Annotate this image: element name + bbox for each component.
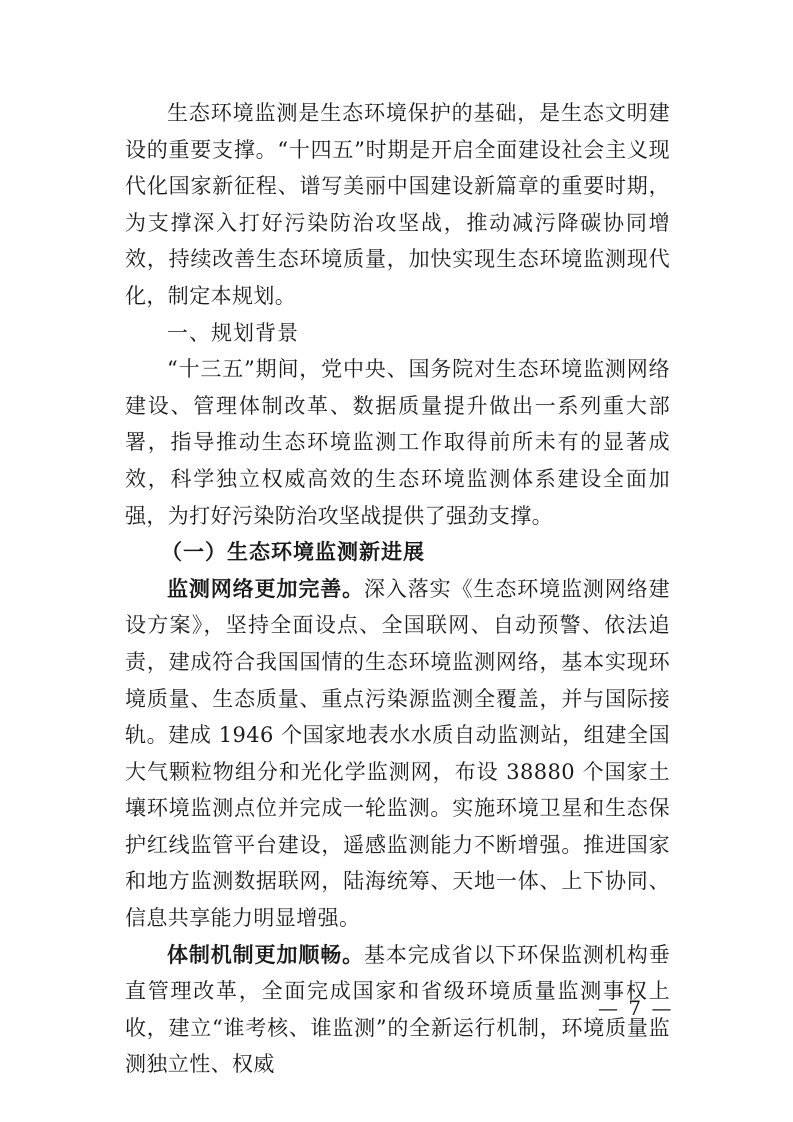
intro-paragraph: 生态环境监测是生态环境保护的基础，是生态文明建设的重要支撑。“十四五”时期是开启全面建设社会主义现代化国家新征程、谱写美丽中国建设新篇章的重要时期，为支撑深入打好污染防治攻坚战，推动减污降碳协同增效，持续改善生态环境质量，加快实现生态环境监测现代化，制定本规划。 <box>125 101 670 308</box>
network-paragraph <box>125 571 670 937</box>
subsection-heading: （一）生态环境监测新进展 <box>161 539 425 565</box>
section-heading: 一、规划背景 <box>167 320 299 345</box>
network-lead: 监测网络更加完善。 <box>167 576 365 601</box>
document-body <box>125 95 670 1083</box>
system-body: 基本完成省以下环保监测机构垂直管理改革，全面完成国家和省级环境质量监测事权上收，建立“谁考核、谁监测”的全新运行机制，环境质量监测独立性、权威 <box>125 942 670 1077</box>
system-paragraph <box>125 937 670 1083</box>
background-paragraph: “十三五”期间，党中央、国务院对生态环境监测网络建设、管理体制改革、数据质量提升做出一系列重大部署，指导推动生态环境监测工作取得前所未有的显著成效，科学独立权威高效的生态环境监测体系建设全面加强，为打好污染防治攻坚战提供了强劲支撑。 <box>125 357 670 528</box>
network-body: 深入落实《生态环境监测网络建设方案》，坚持全面设点、全国联网、自动预警、依法追责，建成符合我国国情的生态环境监测网络，基本实现环境质量、生态质量、重点污染源监测全覆盖，并与国际接轨。建成 1946 个国家地表水水质自动监测站，组建全国大气颗粒物组分和光化学监测网，布设 38880 个国家土壤环境监测点位并完成一轮监测。实施环境卫星和生态保护红线监管平台建设，遥感监测能力不断增强。推进国家和地方监测数据联网，陆海统筹、天地一体、上下协同、信息共享能力明显增强。 <box>125 576 670 931</box>
page-number: — 7 — <box>598 996 674 1020</box>
system-lead: 体制机制更加顺畅。 <box>167 942 365 967</box>
